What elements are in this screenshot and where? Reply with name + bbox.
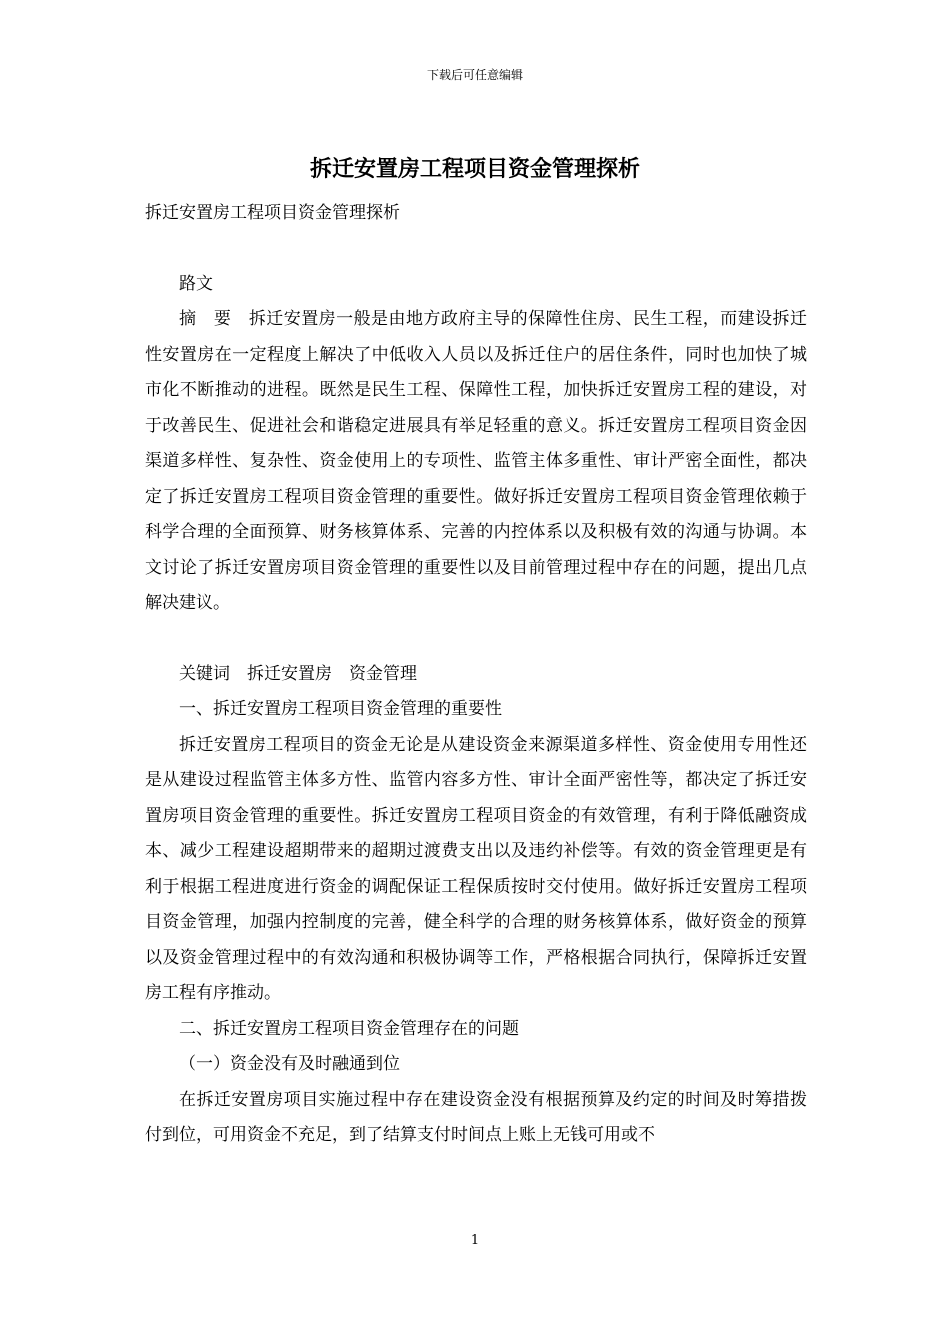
page-header-note: 下载后可任意编辑 bbox=[426, 68, 523, 82]
document-body bbox=[145, 196, 807, 1154]
author-name: 路文 bbox=[179, 273, 213, 294]
document-subtitle: 拆迁安置房工程项目资金管理探析 bbox=[145, 203, 400, 223]
document-title: 拆迁安置房工程项目资金管理探析 bbox=[309, 156, 640, 182]
section-2-heading: 二、拆迁安置房工程项目资金管理存在的问题 bbox=[179, 1018, 519, 1039]
keywords-line: 关键词 拆迁安置房 资金管理 bbox=[179, 663, 417, 684]
subsection-1-heading: （一）资金没有及时融通到位 bbox=[179, 1054, 400, 1074]
abstract-paragraph: 摘 要 拆迁安置房一般是由地方政府主导的保障性住房、民生工程，而建设拆迁性安置房在一定程度上解决了中低收入人员以及拆迁住户的居住条件，同时也加快了城市化不断推动的进程。既然是民生工程、保障性工程，加快拆迁安置房工程的建设，对于改善民生、促进社会和谐稳定进展具有举足轻重的意义。拆迁安置房工程项目资金因渠道多样性、复杂性、资金使用上的专项性、监管主体多重性、审计严密全面性，都决定了拆迁安置房工程项目资金管理的重要性。做好拆迁安置房工程项目资金管理依赖于科学合理的全面预算、财务核算体系、完善的内控体系以及积极有效的沟通与协调。本文讨论了拆迁安置房项目资金管理的重要性以及目前管理过程中存在的问题，提出几点解决建议。 bbox=[145, 309, 807, 613]
spacer bbox=[145, 622, 807, 657]
section-1-paragraph: 拆迁安置房工程项目的资金无论是从建设资金来源渠道多样性、资金使用专用性还是从建设过程监管主体多方性、监管内容多方性、审计全面严密性等，都决定了拆迁安置房项目资金管理的重要性。拆迁安置房工程项目资金的有效管理，有利于降低融资成本、减少工程建设超期带来的超期过渡费支出以及违约补偿等。有效的资金管理更是有利于根据工程进度进行资金的调配保证工程保质按时交付使用。做好拆迁安置房工程项目资金管理，加强内控制度的完善，健全科学的合理的财务核算体系，做好资金的预算以及资金管理过程中的有效沟通和积极协调等工作，严格根据合同执行，保障拆迁安置房工程有序推动。 bbox=[145, 734, 807, 1003]
subsection-1-paragraph: 在拆迁安置房项目实施过程中存在建设资金没有根据预算及约定的时间及时筹措拨付到位，可用资金不充足，到了结算支付时间点上账上无钱可用或不 bbox=[145, 1089, 807, 1145]
section-1-heading: 一、拆迁安置房工程项目资金管理的重要性 bbox=[179, 699, 502, 719]
page-number: 1 bbox=[470, 1233, 480, 1248]
spacer bbox=[145, 232, 807, 267]
